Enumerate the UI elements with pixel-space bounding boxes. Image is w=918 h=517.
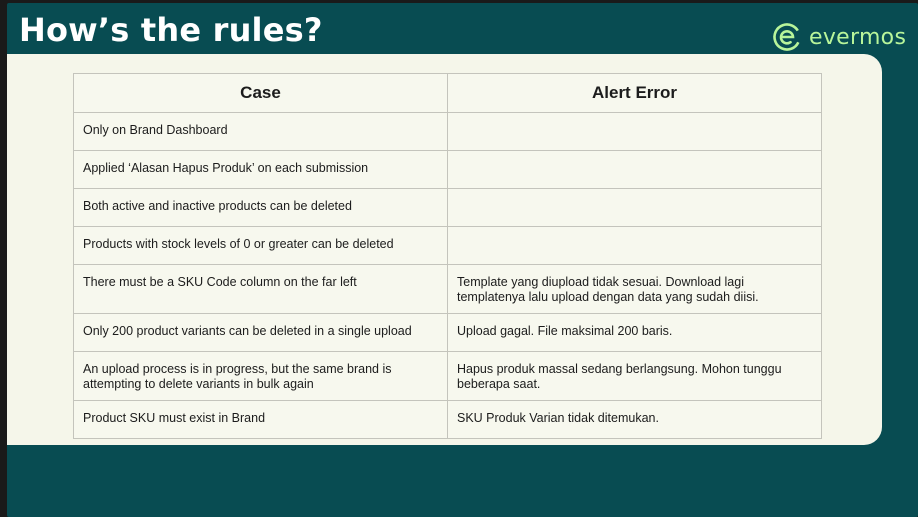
evermos-e-icon xyxy=(772,22,802,52)
table-row xyxy=(74,151,822,189)
table-row xyxy=(74,113,822,151)
content-card xyxy=(7,54,882,445)
rules-table xyxy=(73,73,822,439)
table-row xyxy=(74,227,822,265)
case-cell: Both active and inactive products can be deleted xyxy=(74,189,448,227)
slide xyxy=(7,3,918,517)
alert-cell: Upload gagal. File maksimal 200 baris. xyxy=(448,314,822,352)
alert-cell xyxy=(448,227,822,265)
alert-cell xyxy=(448,151,822,189)
alert-cell: SKU Produk Varian tidak ditemukan. xyxy=(448,401,822,439)
alert-cell: Hapus produk massal sedang berlangsung. Mohon tunggu beberapa saat. xyxy=(448,352,822,401)
case-cell: Product SKU must exist in Brand xyxy=(74,401,448,439)
case-cell: Only 200 product variants can be deleted in a single upload xyxy=(74,314,448,352)
header-alert-error: Alert Error xyxy=(448,74,822,113)
evermos-logo xyxy=(772,21,906,53)
alert-cell xyxy=(448,113,822,151)
alert-cell: Template yang diupload tidak sesuai. Download lagi templatenya lalu upload dengan data yang sudah diisi. xyxy=(448,265,822,314)
table-header-row xyxy=(74,74,822,113)
case-cell: Applied ‘Alasan Hapus Produk’ on each submission xyxy=(74,151,448,189)
case-cell: There must be a SKU Code column on the far left xyxy=(74,265,448,314)
table-row xyxy=(74,352,822,401)
slide-title: How’s the rules? xyxy=(19,11,323,49)
table-row xyxy=(74,265,822,314)
table-row xyxy=(74,189,822,227)
case-cell: Products with stock levels of 0 or greater can be deleted xyxy=(74,227,448,265)
header-case: Case xyxy=(74,74,448,113)
case-cell: An upload process is in progress, but the same brand is attempting to delete variants in bulk again xyxy=(74,352,448,401)
table-row xyxy=(74,401,822,439)
case-cell: Only on Brand Dashboard xyxy=(74,113,448,151)
logo-text: evermos xyxy=(809,24,907,50)
alert-cell xyxy=(448,189,822,227)
table-row xyxy=(74,314,822,352)
